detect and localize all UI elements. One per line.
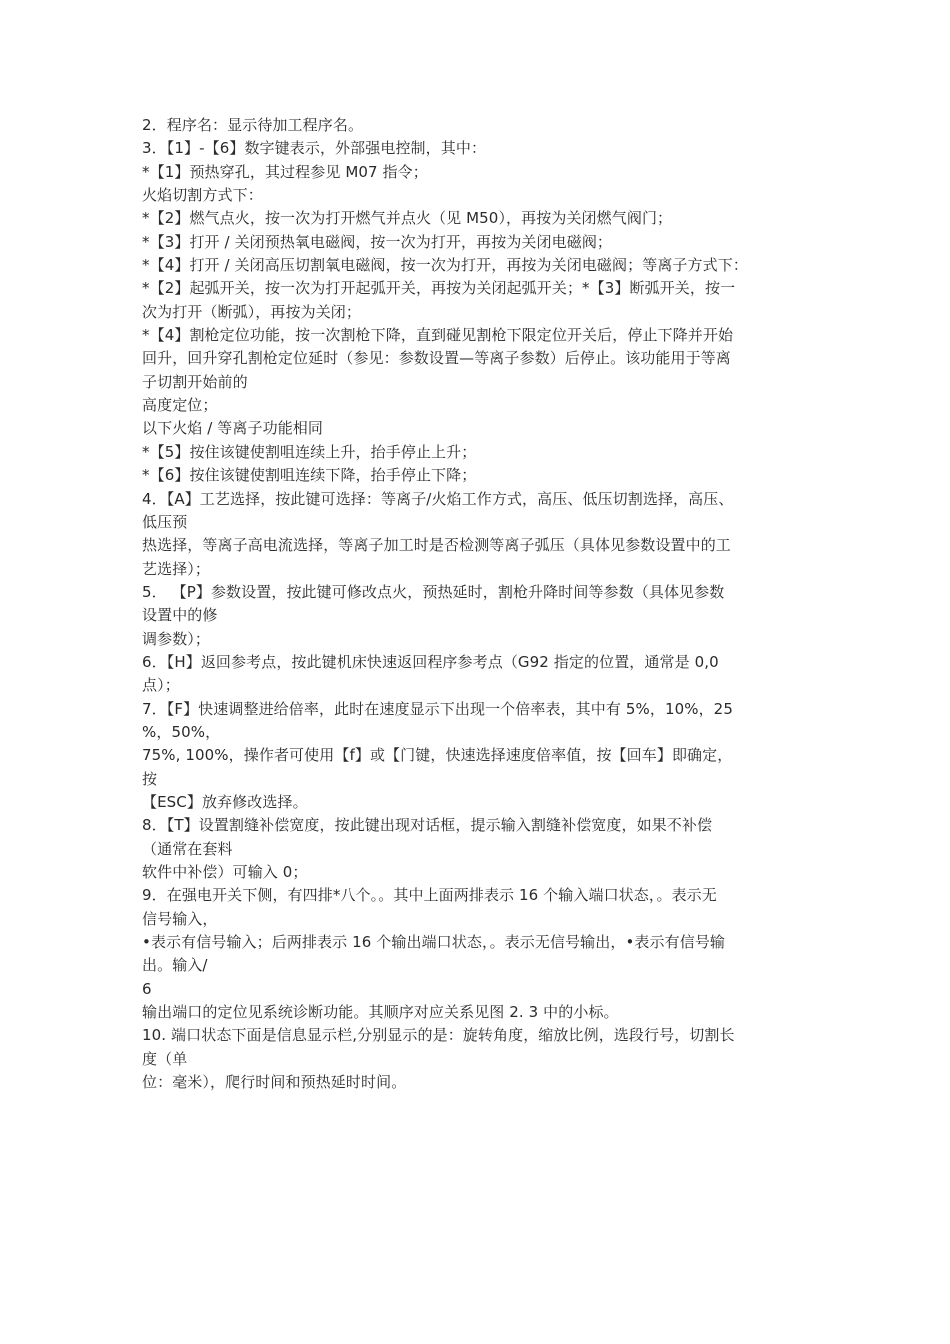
text-line: 低压预: [142, 512, 188, 531]
text-line: 设置中的修: [142, 606, 218, 625]
text-line: 6．【H】返回参考点，按此键机床快速返回程序参考点（G92 指定的位置，通常是 0,0: [142, 652, 719, 671]
text-line: •表示有信号输入；后两排表示 16 个输出端口状态，。表示无信号输出，•表示有信号输: [142, 933, 726, 952]
text-line: 2．程序名：显示待加工程序名。: [142, 116, 364, 134]
text-line: 7．【F】快速调整进给倍率，此时在速度显示下出现一个倍率表，其中有 5%，10%，25: [142, 699, 733, 718]
text-line: 10. 端口状态下面是信息显示栏,分别显示的是：旋转角度，缩放比例，选段行号，切割长: [142, 1026, 735, 1045]
text-line: %，50%，: [142, 722, 221, 741]
text-line: 8．【T】设置割缝补偿宽度，按此键出现对话框，提示输入割缝补偿宽度，如果不补偿: [142, 816, 713, 835]
text-line: 度（单: [142, 1049, 188, 1068]
text-line: 9．在强电开关下侧，有四排*八个。。其中上面两排表示 16 个输入端口状态，。表示无: [142, 886, 717, 905]
text-line: 3．【1】-【6】数字键表示，外部强电控制，其中：: [142, 139, 487, 158]
text-line: 4．【A】工艺选择，按此键可选择：等离子/火焰工作方式，高压、低压切割选择，高压、: [142, 489, 734, 508]
text-line: 输出端口的定位见系统诊断功能。其顺序对应关系见图 2. 3 中的小标。: [142, 1003, 619, 1022]
text-line: 按: [142, 769, 158, 788]
text-line: *【4】割枪定位功能，按一次割枪下降，直到碰见割枪下限定位开关后，停止下降并开始: [142, 326, 734, 345]
text-line: 【ESC】放弃修改选择。: [142, 792, 308, 811]
text-line: 回升，回升穿孔割枪定位延时（参见：参数设置—等离子参数）后停止。该功能用于等离: [142, 349, 731, 368]
text-line: 艺选择）；: [142, 559, 211, 578]
text-line: *【2】燃气点火，按一次为打开燃气并点火（见 M50），再按为关闭燃气阀门；: [142, 209, 673, 228]
text-line: 火焰切割方式下：: [142, 186, 263, 205]
text-line: 高度定位；: [142, 396, 218, 415]
text-line: *【3】打开 / 关闭预热氧电磁阀，按一次为打开，再按为关闭电磁阀；: [142, 232, 613, 251]
text-line: （通常在套料: [142, 839, 233, 858]
text-line: *【1】预热穿孔，其过程参见 M07 指令；: [142, 162, 428, 181]
text-line: 5． 【P】参数设置，按此键可修改点火，预热延时，割枪升降时间等参数（具体见参数: [142, 582, 725, 601]
text-line: 位：毫米），爬行时间和预热延时时间。: [142, 1073, 407, 1092]
text-line: 出。输入/: [142, 956, 208, 975]
text-line: *【6】按住该键使割咀连续下降，抬手停止下降；: [142, 466, 477, 485]
text-line: 信号输入，: [142, 909, 218, 928]
text-line: *【4】打开 / 关闭高压切割氧电磁阀，按一次为打开，再按为关闭电磁阀；等离子方式下：: [142, 256, 748, 275]
text-line: 调参数）；: [142, 629, 211, 648]
page-number: 6: [142, 979, 152, 998]
text-line: 子切割开始前的: [142, 372, 248, 391]
text-line: 软件中补偿）可输入 0；: [142, 863, 308, 881]
text-line: *【2】起弧开关，按一次为打开起弧开关，再按为关闭起弧开关；*【3】断弧开关，按一: [142, 279, 736, 298]
text-line: 75%, 100%，操作者可使用【f】或【门键，快速选择速度倍率值，按【回车】即确定，: [142, 746, 733, 765]
text-line: 点）；: [142, 676, 180, 695]
text-line: 以下火焰 / 等离子功能相同: [142, 419, 323, 438]
text-line: 热选择，等离子高电流选择，等离子加工时是否检测等离子弧压（具体见参数设置中的工: [142, 536, 731, 555]
document-body: [142, 114, 822, 1094]
text-line: *【5】按住该键使割咀连续上升，抬手停止上升；: [142, 442, 477, 461]
text-line: 次为打开（断弧），再按为关闭；: [142, 302, 362, 321]
